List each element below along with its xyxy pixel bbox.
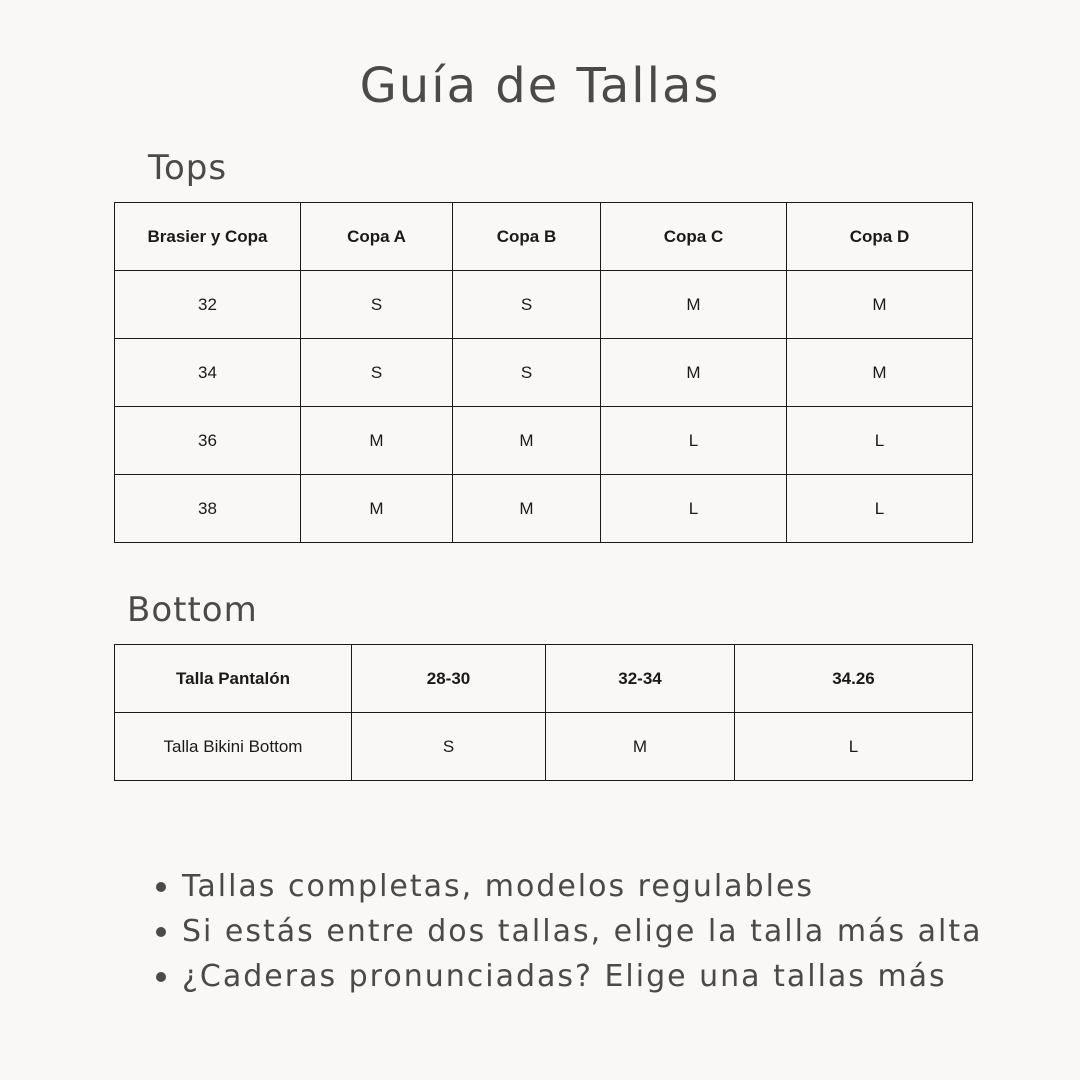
list-item — [150, 954, 982, 999]
table-cell: L — [787, 407, 973, 475]
table-cell: L — [601, 475, 787, 543]
table-cell: M — [546, 713, 735, 781]
table-cell: S — [453, 271, 601, 339]
table-row — [115, 475, 973, 543]
header-cell: Copa B — [453, 203, 601, 271]
bottom-section-title: Bottom — [127, 590, 258, 630]
note-text: ¿Caderas pronunciadas? Elige una tallas más — [182, 959, 947, 994]
table-header-row — [115, 645, 973, 713]
bullet-icon — [156, 927, 166, 937]
tops-section-title: Tops — [148, 148, 228, 188]
table-cell: M — [787, 339, 973, 407]
table-cell: 38 — [115, 475, 301, 543]
table-row — [115, 271, 973, 339]
note-text: Si estás entre dos tallas, elige la talla más alta — [182, 914, 983, 949]
list-item — [150, 864, 982, 909]
table-cell: M — [453, 407, 601, 475]
table-cell: 32 — [115, 271, 301, 339]
header-cell: Copa A — [301, 203, 453, 271]
table-row — [115, 713, 973, 781]
notes-list — [150, 864, 982, 999]
table-cell: M — [301, 407, 453, 475]
table-cell: S — [301, 271, 453, 339]
header-cell: Copa C — [601, 203, 787, 271]
header-cell: Brasier y Copa — [115, 203, 301, 271]
table-cell: M — [601, 339, 787, 407]
table-row — [115, 407, 973, 475]
header-cell: 32-34 — [546, 645, 735, 713]
bottom-size-table — [114, 644, 973, 781]
table-cell: M — [301, 475, 453, 543]
header-cell: 28-30 — [352, 645, 546, 713]
table-cell: L — [735, 713, 973, 781]
table-cell: 34 — [115, 339, 301, 407]
table-cell: S — [352, 713, 546, 781]
table-cell: M — [453, 475, 601, 543]
list-item — [150, 909, 982, 954]
bullet-icon — [156, 972, 166, 982]
table-row — [115, 339, 973, 407]
bullet-icon — [156, 882, 166, 892]
header-cell: Talla Pantalón — [115, 645, 352, 713]
header-cell: Copa D — [787, 203, 973, 271]
table-cell: 36 — [115, 407, 301, 475]
note-text: Tallas completas, modelos regulables — [182, 869, 815, 904]
table-cell: S — [301, 339, 453, 407]
table-cell: S — [453, 339, 601, 407]
header-cell: 34.26 — [735, 645, 973, 713]
table-cell: M — [601, 271, 787, 339]
table-header-row — [115, 203, 973, 271]
table-cell: M — [787, 271, 973, 339]
page-title: Guía de Tallas — [359, 58, 721, 114]
table-cell: L — [787, 475, 973, 543]
table-cell: L — [601, 407, 787, 475]
table-cell: Talla Bikini Bottom — [115, 713, 352, 781]
tops-size-table — [114, 202, 973, 543]
